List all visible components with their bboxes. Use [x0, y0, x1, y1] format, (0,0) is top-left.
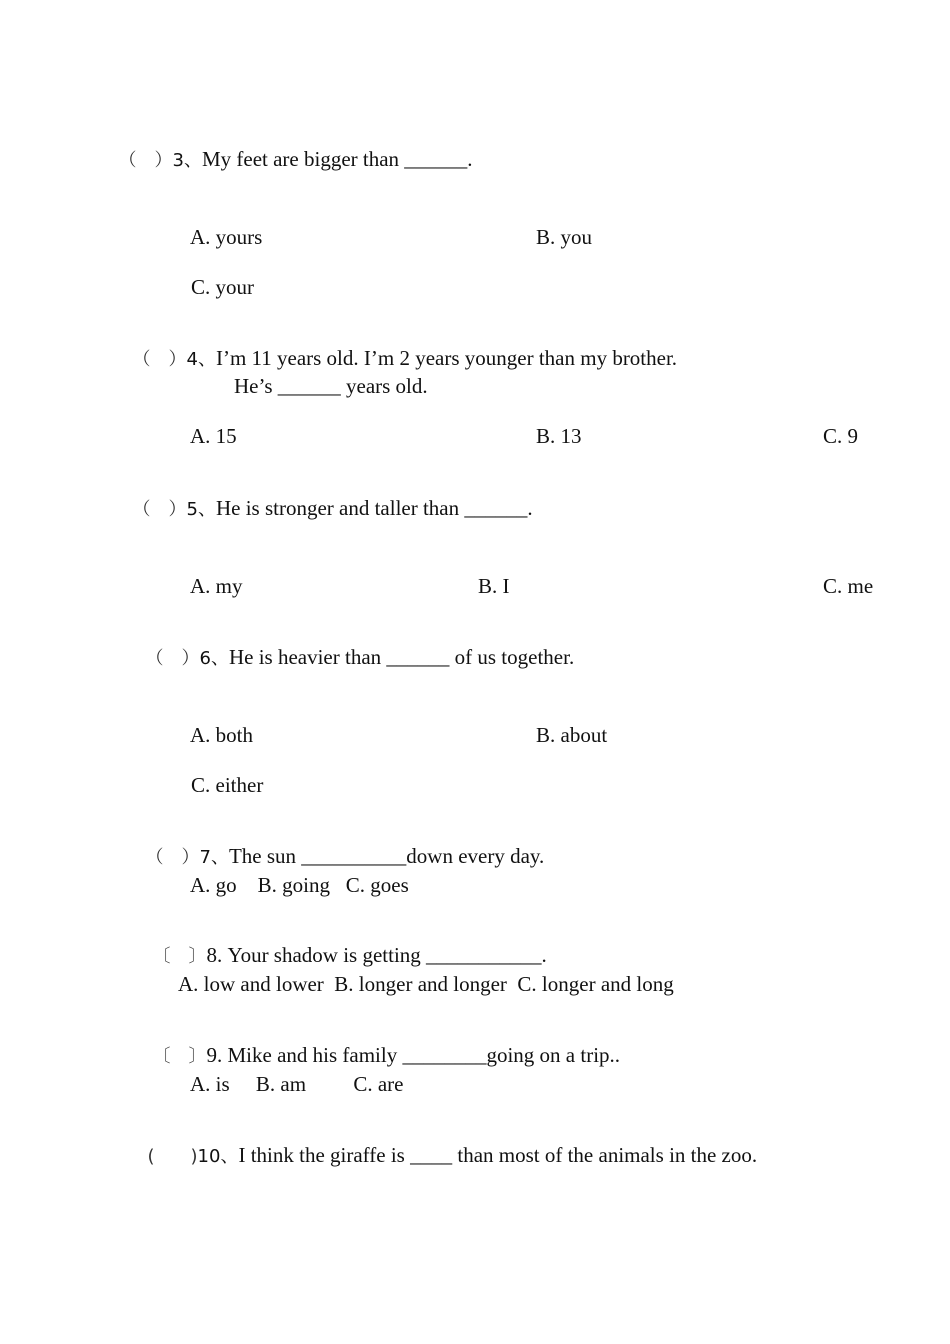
- answer-bracket[interactable]: 〔 〕: [152, 946, 207, 967]
- option-c: C. either: [191, 773, 264, 797]
- question-stem-continued: He’s ______ years old.: [234, 374, 428, 398]
- answer-bracket[interactable]: （ ）: [132, 499, 187, 520]
- question-6: [135, 626, 574, 668]
- question-stem: He is stronger and taller than ______.: [215, 496, 533, 520]
- question-stem: I think the giraffe is ____ than most of the animals in the zoo.: [238, 1143, 758, 1167]
- options-line: A. low and lower B. longer and longer C. longer and long: [178, 972, 674, 996]
- options-line: A. is B. am C. are: [190, 1072, 404, 1096]
- option-a: A. yours: [190, 225, 263, 249]
- question-stem: 8. Your shadow is getting ___________.: [206, 943, 547, 967]
- option-a: A. both: [190, 723, 253, 747]
- question-stem: I’m 11 years old. I’m 2 years younger than my brother.: [215, 346, 678, 370]
- question-stem: My feet are bigger than ______.: [201, 147, 473, 171]
- question-4: [122, 327, 677, 369]
- question-number: 7、: [199, 847, 229, 868]
- question-7: [135, 825, 544, 867]
- question-9: [142, 1024, 620, 1066]
- option-c: C. your: [191, 275, 254, 299]
- option-b: B. 13: [536, 424, 582, 448]
- option-c: C. me: [823, 574, 874, 598]
- question-number: 5、: [186, 499, 216, 520]
- question-number: 6、: [199, 648, 229, 669]
- question-3: [108, 128, 473, 170]
- answer-bracket[interactable]: （ ）: [132, 349, 187, 370]
- question-number: 4、: [186, 349, 216, 370]
- question-number: 10、: [197, 1146, 239, 1167]
- options-line: A. go B. going C. goes: [190, 873, 409, 897]
- question-number: 3、: [172, 150, 202, 171]
- question-8: [142, 924, 547, 966]
- option-a: A. 15: [190, 424, 237, 448]
- option-b: B. about: [536, 723, 608, 747]
- option-b: B. you: [536, 225, 593, 249]
- answer-bracket[interactable]: （ ）: [145, 648, 200, 669]
- question-stem: 9. Mike and his family ________going on a trip..: [206, 1043, 621, 1067]
- question-5: [122, 477, 533, 519]
- question-stem: The sun __________down every day.: [228, 844, 545, 868]
- answer-bracket[interactable]: （ ）: [118, 150, 173, 171]
- answer-bracket[interactable]: ( ): [147, 1146, 198, 1167]
- answer-bracket[interactable]: （ ）: [145, 847, 200, 868]
- option-a: A. my: [190, 574, 243, 598]
- option-c: C. 9: [823, 424, 859, 448]
- question-10: [137, 1124, 757, 1166]
- answer-bracket[interactable]: 〔 〕: [152, 1046, 207, 1067]
- option-b: B. I: [478, 574, 510, 598]
- question-stem: He is heavier than ______ of us together.: [228, 645, 575, 669]
